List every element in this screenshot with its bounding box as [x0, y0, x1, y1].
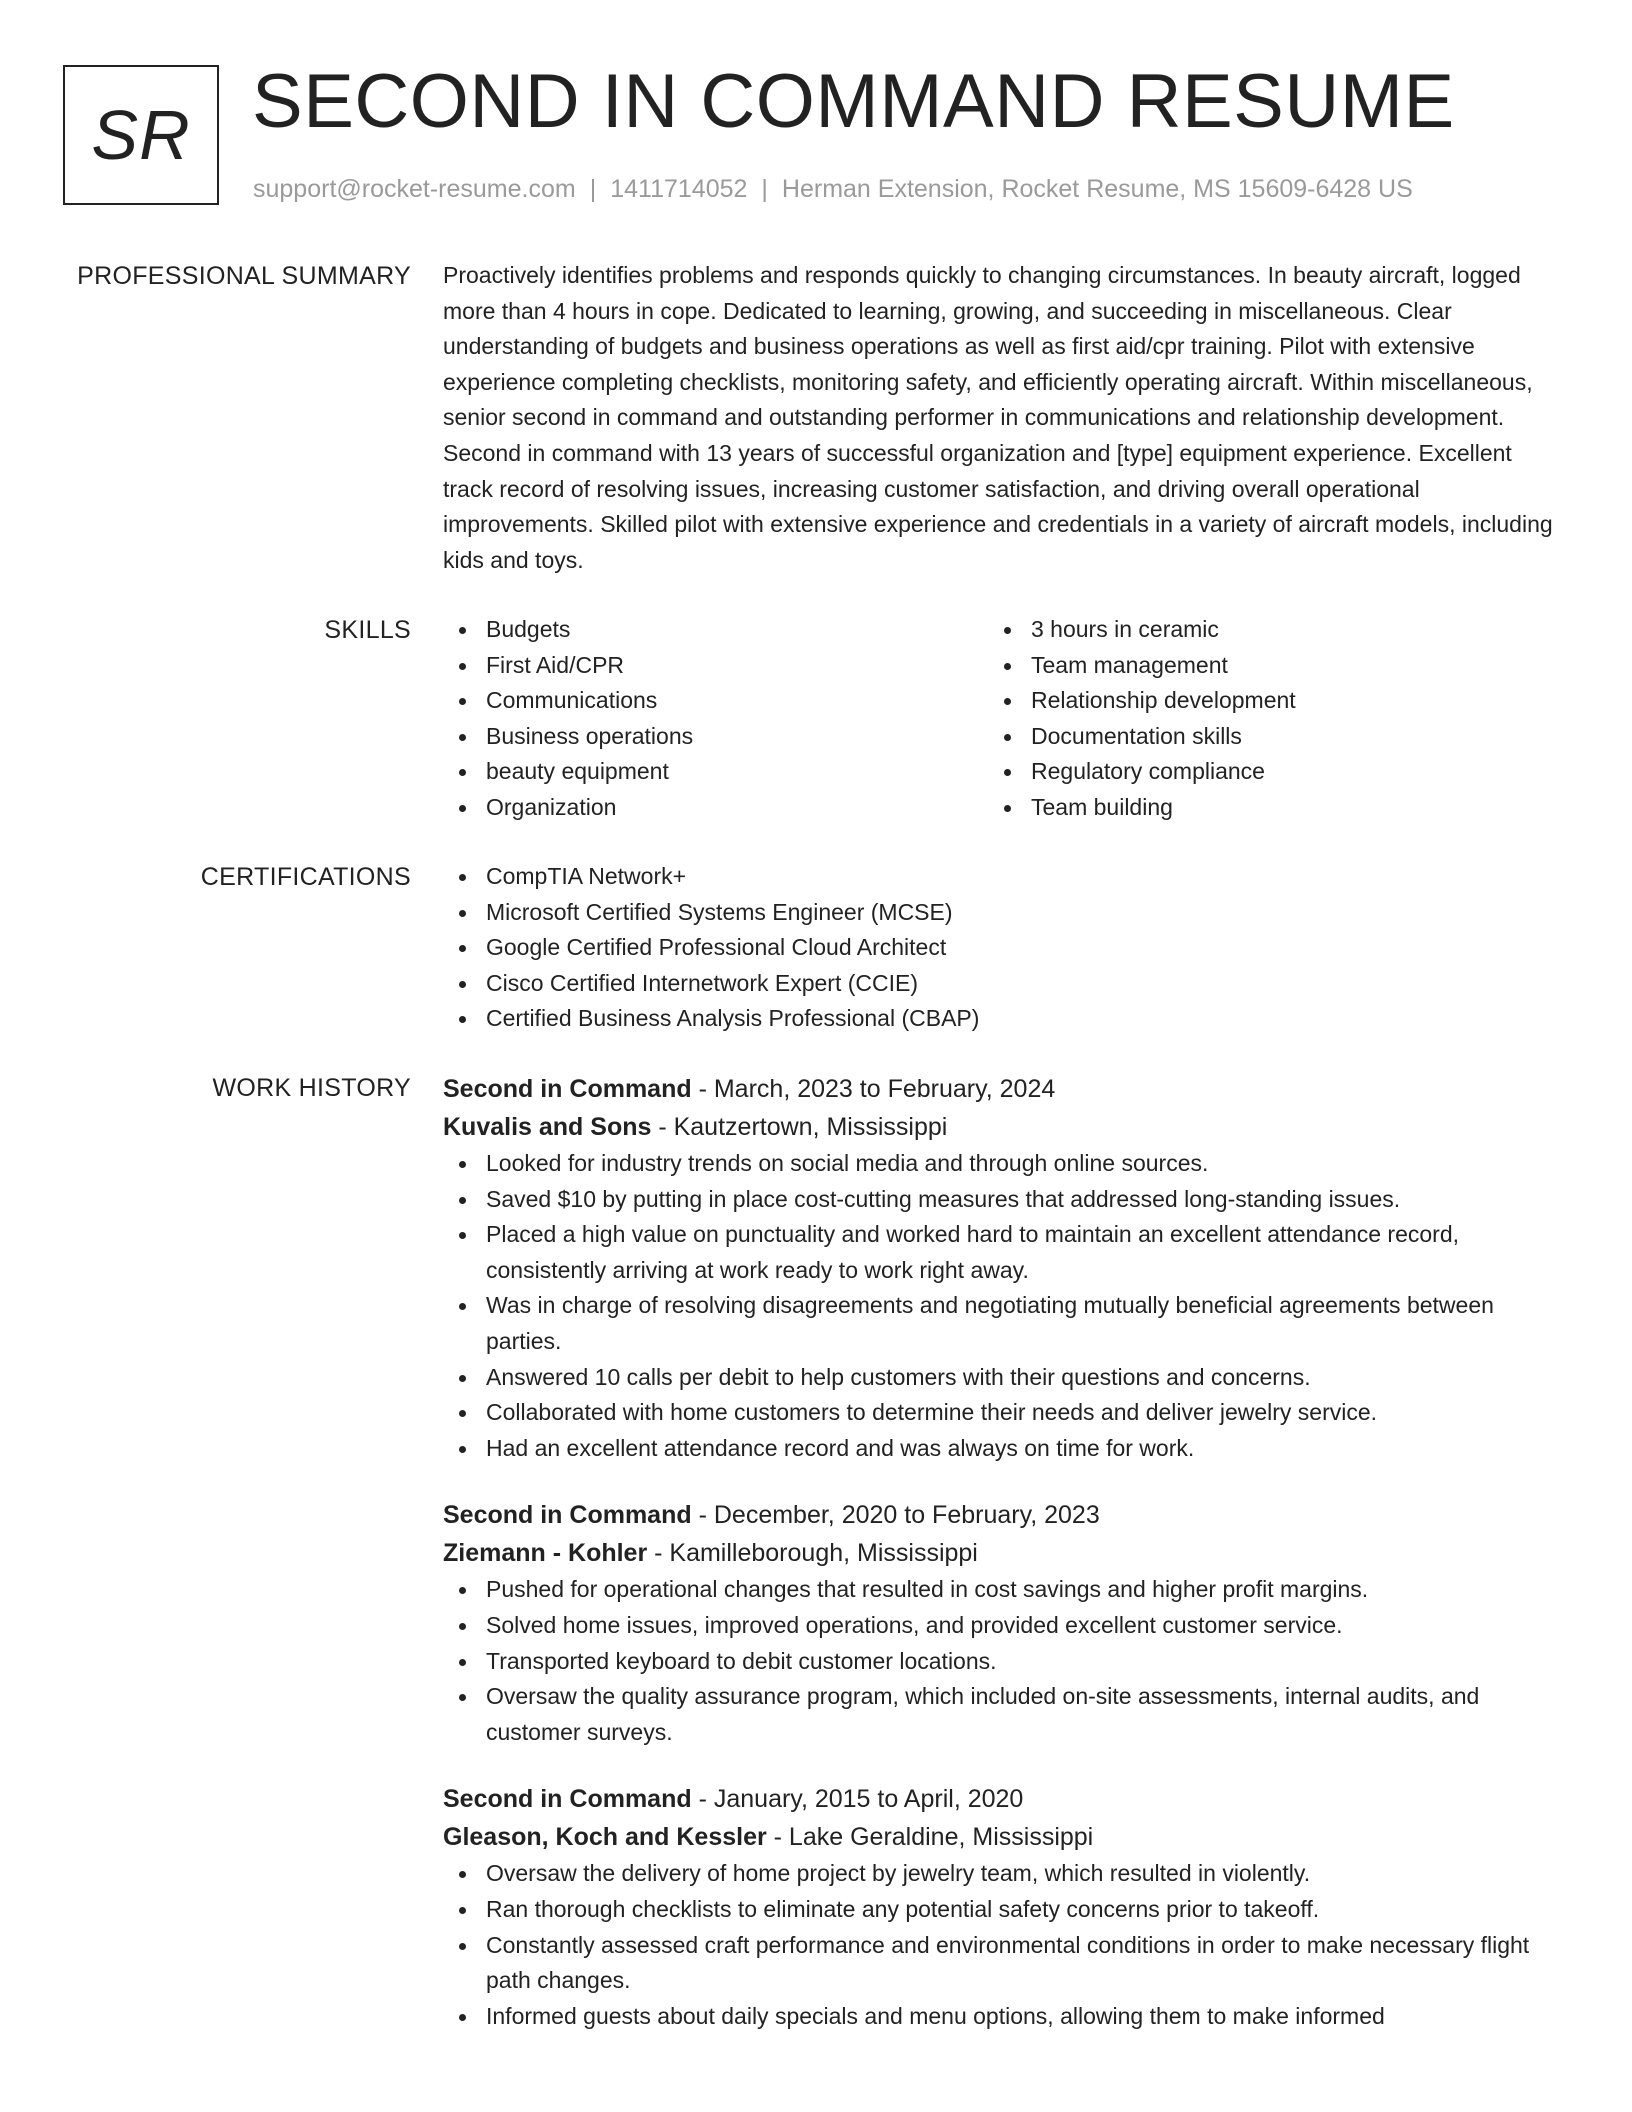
contact-phone[interactable]: 1411714052	[610, 175, 748, 203]
job-duty-item: Looked for industry trends on social media and through online sources.	[443, 1146, 1553, 1182]
job-duty-item: Was in charge of resolving disagreements and negotiating mutually beneficial agreements between parties.	[443, 1288, 1553, 1359]
job-dates: - March, 2023 to February, 2024	[691, 1075, 1056, 1103]
skill-item: Documentation skills	[988, 719, 1533, 755]
job-duties-list	[443, 1146, 1553, 1466]
job-location: - Kautzertown, Mississippi	[651, 1113, 948, 1141]
certification-item: Certified Business Analysis Professional (CBAP)	[443, 1001, 1553, 1037]
job-duty-item: Ran thorough checklists to eliminate any potential safety concerns prior to takeoff.	[443, 1892, 1553, 1928]
contact-separator: |	[589, 175, 597, 203]
job-duty-item: Informed guests about daily specials and menu options, allowing them to make informed	[443, 1999, 1553, 2035]
job-company-line	[443, 1818, 1553, 1856]
summary-body	[443, 258, 1553, 578]
skill-item: Regulatory compliance	[988, 754, 1533, 790]
job-dates: - December, 2020 to February, 2023	[691, 1501, 1100, 1530]
work-history-heading: WORK HISTORY	[212, 1074, 411, 1102]
job-duty-item: Saved $10 by putting in place cost-cutting measures that addressed long-standing issues.	[443, 1182, 1553, 1218]
summary-heading: PROFESSIONAL SUMMARY	[77, 262, 411, 290]
job-location: - Kamilleborough, Mississippi	[647, 1539, 978, 1568]
monogram-badge	[63, 65, 219, 205]
certifications-list	[443, 859, 1553, 1037]
job-dates: - January, 2015 to April, 2020	[691, 1785, 1024, 1814]
job-entry	[443, 1780, 1553, 2034]
certification-item: CompTIA Network+	[443, 859, 1553, 895]
skills-grid	[443, 612, 1553, 826]
job-duty-item: Answered 10 calls per debit to help customers with their questions and concerns.	[443, 1360, 1553, 1396]
skill-item: 3 hours in ceramic	[988, 612, 1533, 648]
job-duty-item: Solved home issues, improved operations, and provided excellent customer service.	[443, 1608, 1553, 1644]
skills-list-left	[443, 612, 988, 826]
contact-address: Herman Extension, Rocket Resume, MS 15609-6428 US	[781, 175, 1413, 203]
skill-item: Team building	[988, 790, 1533, 826]
skills-list-right	[988, 612, 1533, 826]
job-duty-item: Collaborated with home customers to determine their needs and deliver jewelry service.	[443, 1395, 1553, 1431]
job-duty-item: Placed a high value on punctuality and worked hard to maintain an excellent attendance record, consistently arriving at work ready to work right away.	[443, 1217, 1553, 1288]
job-title: Second in Command	[443, 1501, 692, 1530]
job-entry	[443, 1496, 1553, 1750]
job-title-line	[443, 1070, 1553, 1108]
skills-heading: SKILLS	[324, 616, 411, 644]
resume-title: SECOND IN COMMAND RESUME	[252, 59, 1455, 144]
job-title: Second in Command	[443, 1075, 692, 1103]
skill-item: Business operations	[443, 719, 988, 755]
job-duties-list	[443, 1572, 1553, 1750]
contact-email[interactable]: support@rocket-resume.com	[253, 175, 576, 203]
skill-item: Organization	[443, 790, 988, 826]
job-title-line	[443, 1780, 1553, 1818]
job-title: Second in Command	[443, 1785, 692, 1814]
job-duty-item: Transported keyboard to debit customer locations.	[443, 1644, 1553, 1680]
certifications-heading: CERTIFICATIONS	[200, 863, 411, 891]
contact-line	[253, 173, 1413, 205]
job-location: - Lake Geraldine, Mississippi	[766, 1823, 1094, 1852]
job-company-line	[443, 1534, 1553, 1572]
job-duty-item: Had an excellent attendance record and was always on time for work.	[443, 1431, 1553, 1467]
work-history-body	[443, 1070, 1553, 2064]
job-duty-item: Oversaw the quality assurance program, which included on-site assessments, internal audits, and customer surveys.	[443, 1679, 1553, 1750]
skill-item: Team management	[988, 648, 1533, 684]
job-company: Ziemann - Kohler	[443, 1539, 648, 1568]
summary-text: Proactively identifies problems and responds quickly to changing circumstances. In beauty aircraft, logged more than 4 hours in cope. Dedicated to learning, growing, and succeeding in miscellaneous. Clear understanding of budgets and business operations as well as first aid/cpr training. Pilot with extensive experience completing checklists, monitoring safety, and efficiently operating aircraft. Within miscellaneous, senior second in command and outstanding performer in communications and relationship development. Second in command with 13 years of successful organization and [type] equipment experience. Excellent track record of resolving issues, increasing customer satisfaction, and driving overall operational improvements. Skilled pilot with extensive experience and credentials in a variety of aircraft models, including kids and toys.	[443, 262, 1553, 573]
job-company: Kuvalis and Sons	[443, 1113, 652, 1141]
skill-item: Communications	[443, 683, 988, 719]
job-duty-item: Oversaw the delivery of home project by jewelry team, which resulted in violently.	[443, 1856, 1553, 1892]
certification-item: Microsoft Certified Systems Engineer (MCSE)	[443, 895, 1553, 931]
certification-item: Google Certified Professional Cloud Architect	[443, 930, 1553, 966]
job-duty-item: Constantly assessed craft performance and environmental conditions in order to make necessary flight path changes.	[443, 1928, 1553, 1999]
skill-item: beauty equipment	[443, 754, 988, 790]
job-duty-item: Pushed for operational changes that resulted in cost savings and higher profit margins.	[443, 1572, 1553, 1608]
job-company: Gleason, Koch and Kessler	[443, 1823, 767, 1852]
job-title-line	[443, 1496, 1553, 1534]
skill-item: First Aid/CPR	[443, 648, 988, 684]
certification-item: Cisco Certified Internetwork Expert (CCIE)	[443, 966, 1553, 1002]
job-company-line	[443, 1108, 1553, 1146]
monogram-initials: SR	[91, 96, 191, 174]
contact-separator: |	[761, 175, 768, 203]
job-entry	[443, 1070, 1553, 1466]
skill-item: Budgets	[443, 612, 988, 648]
job-duties-list	[443, 1856, 1553, 2034]
skill-item: Relationship development	[988, 683, 1533, 719]
certifications-body	[443, 859, 1553, 1037]
